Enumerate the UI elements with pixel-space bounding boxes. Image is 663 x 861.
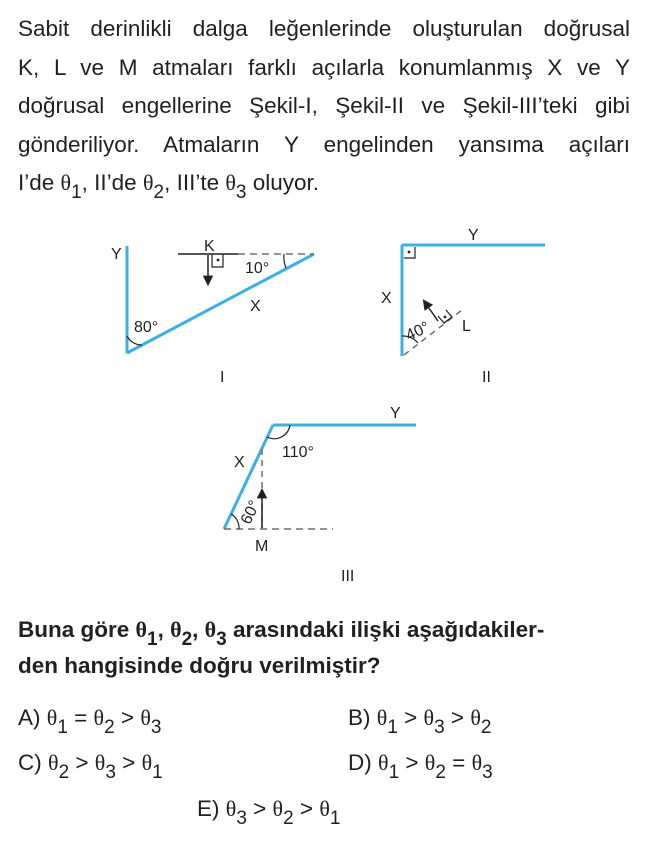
theta-symbol: θ — [424, 750, 436, 775]
barrier-x — [127, 254, 314, 353]
option-letter: C) — [18, 750, 42, 775]
option-c[interactable] — [18, 750, 163, 783]
subscript: 3 — [236, 808, 247, 829]
intro-line: gönderiliyor. Atmaların Y engelinden yansıma açıları — [18, 131, 630, 157]
theta-symbol: θ — [225, 170, 236, 195]
theta-symbol: θ — [60, 170, 72, 195]
subscript: 3 — [434, 717, 445, 738]
operator: > — [397, 705, 424, 730]
angle-arc-80 — [127, 336, 142, 345]
intro-line: Sabit derinlikli dalga leğenlerinde oluşturulan doğrusal — [18, 16, 630, 41]
theta-symbol: θ — [204, 617, 217, 642]
label-40deg: 40° — [403, 318, 433, 345]
right-angle-dot — [408, 251, 411, 254]
text: , — [157, 617, 171, 642]
subscript: 2 — [58, 762, 70, 783]
operator: > — [69, 750, 95, 775]
text: , II’de — [81, 170, 143, 195]
label-y: Y — [468, 227, 479, 244]
caption-III: III — [341, 568, 355, 585]
text: I’de — [18, 170, 61, 195]
subscript: 3 — [235, 182, 247, 203]
operator: > — [114, 705, 141, 730]
label-k: K — [204, 238, 215, 255]
caption-II: II — [482, 369, 491, 386]
theta-symbol: θ — [470, 705, 481, 730]
subscript: 1 — [388, 762, 400, 783]
option-e[interactable] — [197, 796, 341, 829]
subscript: 1 — [329, 808, 341, 829]
label-10deg: 10° — [245, 260, 270, 277]
subscript: 2 — [104, 717, 115, 738]
subscript: 1 — [147, 629, 158, 650]
subscript: 1 — [71, 182, 82, 203]
option-a[interactable] — [18, 705, 162, 738]
subscript: 1 — [152, 762, 163, 783]
option-letter: E) — [197, 796, 220, 821]
subscript: 3 — [216, 629, 227, 650]
subscript: 3 — [105, 762, 116, 783]
angle-arc-10 — [284, 254, 286, 268]
theta-symbol: θ — [93, 705, 105, 730]
theta-symbol: θ — [319, 796, 330, 821]
theta-symbol: θ — [141, 750, 153, 775]
propagation-arrow — [424, 301, 438, 321]
text: arasındaki ilişki aşağıdakiler- — [226, 617, 545, 642]
subscript: 2 — [435, 762, 446, 783]
right-angle-dot — [217, 259, 220, 262]
figure-2 — [381, 227, 545, 386]
operator: = — [445, 750, 472, 775]
operator: > — [115, 750, 142, 775]
operator: > — [293, 796, 320, 821]
theta-symbol: θ — [378, 750, 389, 775]
theta-symbol: θ — [140, 705, 151, 730]
theta-symbol: θ — [225, 796, 237, 821]
question-text — [18, 612, 643, 684]
operator: > — [399, 750, 425, 775]
subscript: 1 — [57, 717, 68, 738]
question-line-2: den hangisinde doğru verilmiştir? — [18, 653, 381, 678]
label-60deg: 60° — [238, 497, 264, 528]
theta-symbol: θ — [142, 170, 154, 195]
question-line-1 — [18, 612, 643, 648]
label-y: Y — [111, 246, 122, 263]
label-m: M — [255, 538, 269, 555]
option-letter: D) — [348, 750, 372, 775]
subscript: 2 — [153, 182, 165, 203]
theta-symbol: θ — [423, 705, 435, 730]
label-x: X — [381, 290, 392, 307]
label-y: Y — [390, 405, 401, 422]
option-d[interactable] — [348, 750, 493, 783]
intro-line: doğrusal engellerine Şekil-I, Şekil-II ve Şekil-III’teki gibi — [18, 93, 630, 118]
theta-symbol: θ — [135, 617, 147, 642]
label-l: L — [462, 318, 471, 335]
text: , — [192, 617, 205, 642]
theta-symbol: θ — [170, 617, 182, 642]
subscript: 2 — [480, 717, 492, 738]
right-angle-dot-l — [444, 316, 447, 319]
text: Buna göre — [18, 617, 136, 642]
label-x: X — [234, 454, 245, 471]
figure-1 — [111, 238, 314, 386]
operator: > — [444, 705, 471, 730]
theta-symbol: θ — [46, 705, 58, 730]
angle-arc-60 — [231, 514, 239, 529]
intro-line: K, L ve M atmaları farklı açılarla konumlanmış X ve Y — [18, 54, 630, 80]
subscript: 3 — [150, 717, 162, 738]
label-x: X — [250, 298, 261, 315]
theta-symbol: θ — [94, 750, 106, 775]
text: oluyor. — [246, 170, 320, 195]
figure-3 — [224, 405, 416, 585]
option-letter: B) — [348, 705, 371, 730]
text: , III’te — [164, 170, 226, 195]
theta-symbol: θ — [376, 705, 388, 730]
subscript: 2 — [283, 808, 294, 829]
subscript: 1 — [387, 717, 398, 738]
operator: = — [67, 705, 94, 730]
subscript: 3 — [482, 762, 493, 783]
theta-symbol: θ — [471, 750, 483, 775]
subscript: 2 — [181, 629, 193, 650]
theta-symbol: θ — [48, 750, 59, 775]
label-80deg: 80° — [134, 319, 159, 336]
caption-I: I — [220, 369, 225, 386]
operator: > — [246, 796, 273, 821]
theta-symbol: θ — [272, 796, 284, 821]
label-110deg: 110° — [282, 444, 314, 461]
option-b[interactable] — [348, 705, 492, 738]
option-letter: A) — [18, 705, 41, 730]
